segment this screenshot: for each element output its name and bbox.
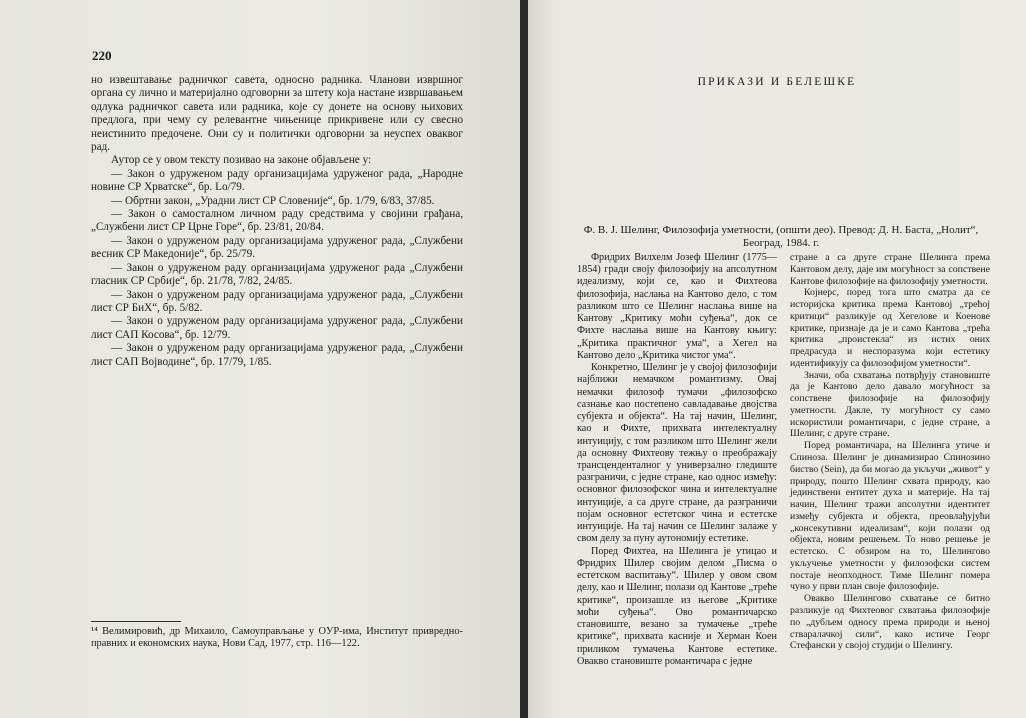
- law-item: — Закон о самосталном личном раду средствима у својини грађана, „Службени лист СР Црне Горе“, бр. 23/81, 20/84.: [91, 208, 463, 234]
- law-item: — Закон о удруженом раду организацијама удруженог рада, „Службени лист СР БиХ“, бр. 5/82.: [91, 288, 463, 314]
- intro-paragraph: но извештавање радничког савета, односно радника. Чланови извршног органа су лично и материјално одговорни за штету која настане извршавањем одлука радничког савета или радника, које су донете на основу њихових предлога, при чему су релевантне чињенице прикривене или су свесно неистинито предочене. Они су и политички одговорни за неуспех оваквог рад.: [91, 74, 463, 154]
- author-line: Аутор се у овом тексту позивао на законе објављене у:: [111, 154, 372, 167]
- law-item: — Закон о удруженом раду организацијама удруженог рада, „Народне новине СР Хрватске“, бр. Lo/79.: [91, 167, 463, 194]
- review-header: Ф. В. Ј. Шелинг, Филозофија уметности, (општи део). Превод: Д. Н. Баста, „Нолит“, Београд, 1984. г.: [583, 224, 979, 249]
- section-title: ПРИКАЗИ И БЕЛЕШКЕ: [697, 76, 857, 88]
- footnote: ¹⁴ Велимировић, др Михаило, Самоуправљање у OУР-има, Институт привредно-правних и економских наука, Нови Сад, 1977, стр. 116—122.: [91, 626, 463, 650]
- paragraph: Којнерс, поред тога што сматра да се историјска критика према Кантовој „трећој критици“ разликује од Хегелове и Коенове критике, признаје да је и само Кантова „трећа критика „проистекла“ из истих оних предрасуда и неспоразума који естетику идентификују са филозофијом уметности“.: [790, 287, 990, 369]
- paragraph: Поред Фихтеа, на Шелинга је утицао и Фридрих Шилер својим делом „Писма о естетском васпитању“. Шилер у овом свом делу, као и Шелинг, полази од Кантове „треће критике“, произашле из његове „Критике моћи суђења“. Ово романтичарско становиште, везано за тумачење „треће критике“, прихвата касније и Херман Коен приликом тумачења Кантове естетике. Оваквo становиште романтичара с једне: [577, 545, 777, 667]
- book-gutter: [520, 0, 528, 718]
- paragraph: Овакво Шелингово схватање се битно разликује од Фихтеовог схватања филозофије по „дубљем односу према природи и њеној стваралачкој сили“, како истиче Георг Стефански у својој студији о Шелингу.: [790, 593, 990, 652]
- law-item: — Закон о удруженом раду организацијама удруженог рада, „Службени весник СР Македоније“, бр. 25/79.: [91, 234, 463, 261]
- text-column-right: [790, 252, 990, 652]
- law-item: — Обртни закон, „Урадни лист СР Словеније“, бр. 1/79, 6/83, 37/85.: [111, 194, 435, 207]
- law-item: — Закон о удруженом раду организацијама удруженог рада „Службени гласник СР Србије“, бр. 21/78, 7/82, 24/85.: [91, 261, 463, 288]
- paragraph: стране а са друге стране Шелинга према Кантовом делу, даје им могућност за сопствене Кантове филозофије на филозофију уметности.: [790, 252, 990, 287]
- footnote-divider: [91, 621, 181, 622]
- main-text: [91, 74, 463, 369]
- law-item: — Закон о удруженом раду организацијама удруженог рада, „Службени лист САП Војводине“, бр. 17/79, 1/85.: [91, 342, 463, 368]
- text-column-left: [577, 252, 777, 668]
- paragraph: Значи, оба схватања потврђују становиште да је Кантово дело давало могућност за сопствене филозофије на филозофију уметности. Дакле, ту могућност су само искористили романтичари, с једне стране, а Шелинг, с друге стране.: [790, 369, 990, 440]
- paragraph: Поред романтичара, на Шелинга утиче и Спиноза. Шелинг је динамизирао Спинозино биство (Sein), да би могао да укључи „живот“ у природу, пошто Шелинг схвата природу, као јединствени ентитет духа и материје. На тај начин, Шелинг тражи апсолутни идентитет између субјекта и објекта, преовлађујући „консекутивни идеализам“, који полази од објекта, новим решењем. То ново решење је естетско. С обзиром на то, Шелингово укључење уметности у филозофски систем постаје неопходност. Тиме Шелинг померa чуно у први план своје филозофије.: [790, 440, 990, 593]
- paragraph: Фридрих Вилхелм Јозеф Шелинг (1775—1854) гради своју филозофију на апсолутном идеализму, који се, као и Фихтеова филозофија, наслања на Кантово дело, с том разликом што се Шелинг наслања више на Кантову „Критику моћи суђења“, док се Фихте наслања више на Кантову књигу: „Критика практичног ума“, а Хегел на Кантово дело „Критика чистог ума“.: [577, 252, 777, 361]
- right-page: [528, 0, 1026, 718]
- page-number: 220: [92, 48, 112, 63]
- law-item: — Закон о удруженом раду организацијама удруженог рада, „Службени лист САП Косова“, бр. 12/79.: [91, 315, 463, 341]
- paragraph: Конкретно, Шелинг је у својој филозофији најближи немачком романтизму. Овај немачки филозоф тумачи „филозофско сазнање као постепено савладавање двојства субјекта и објекта“. На тај начин, Шелинг, као и Фихте, прихвата интелектуалну интуицију, с том разликом што Шелинг жели да основну Фихтеову тежњу о преображају трансценденталног у универзално гледиште разграничи, с једне стране, као однос између: основног филозофског чина и интелектуалне интуиције, а са друге стране, да разграничи појам основног естетског чина и естетске интуиције. На тај начин се Шелинг залаже у свом делу за пуну аутономију естетике.: [577, 362, 777, 545]
